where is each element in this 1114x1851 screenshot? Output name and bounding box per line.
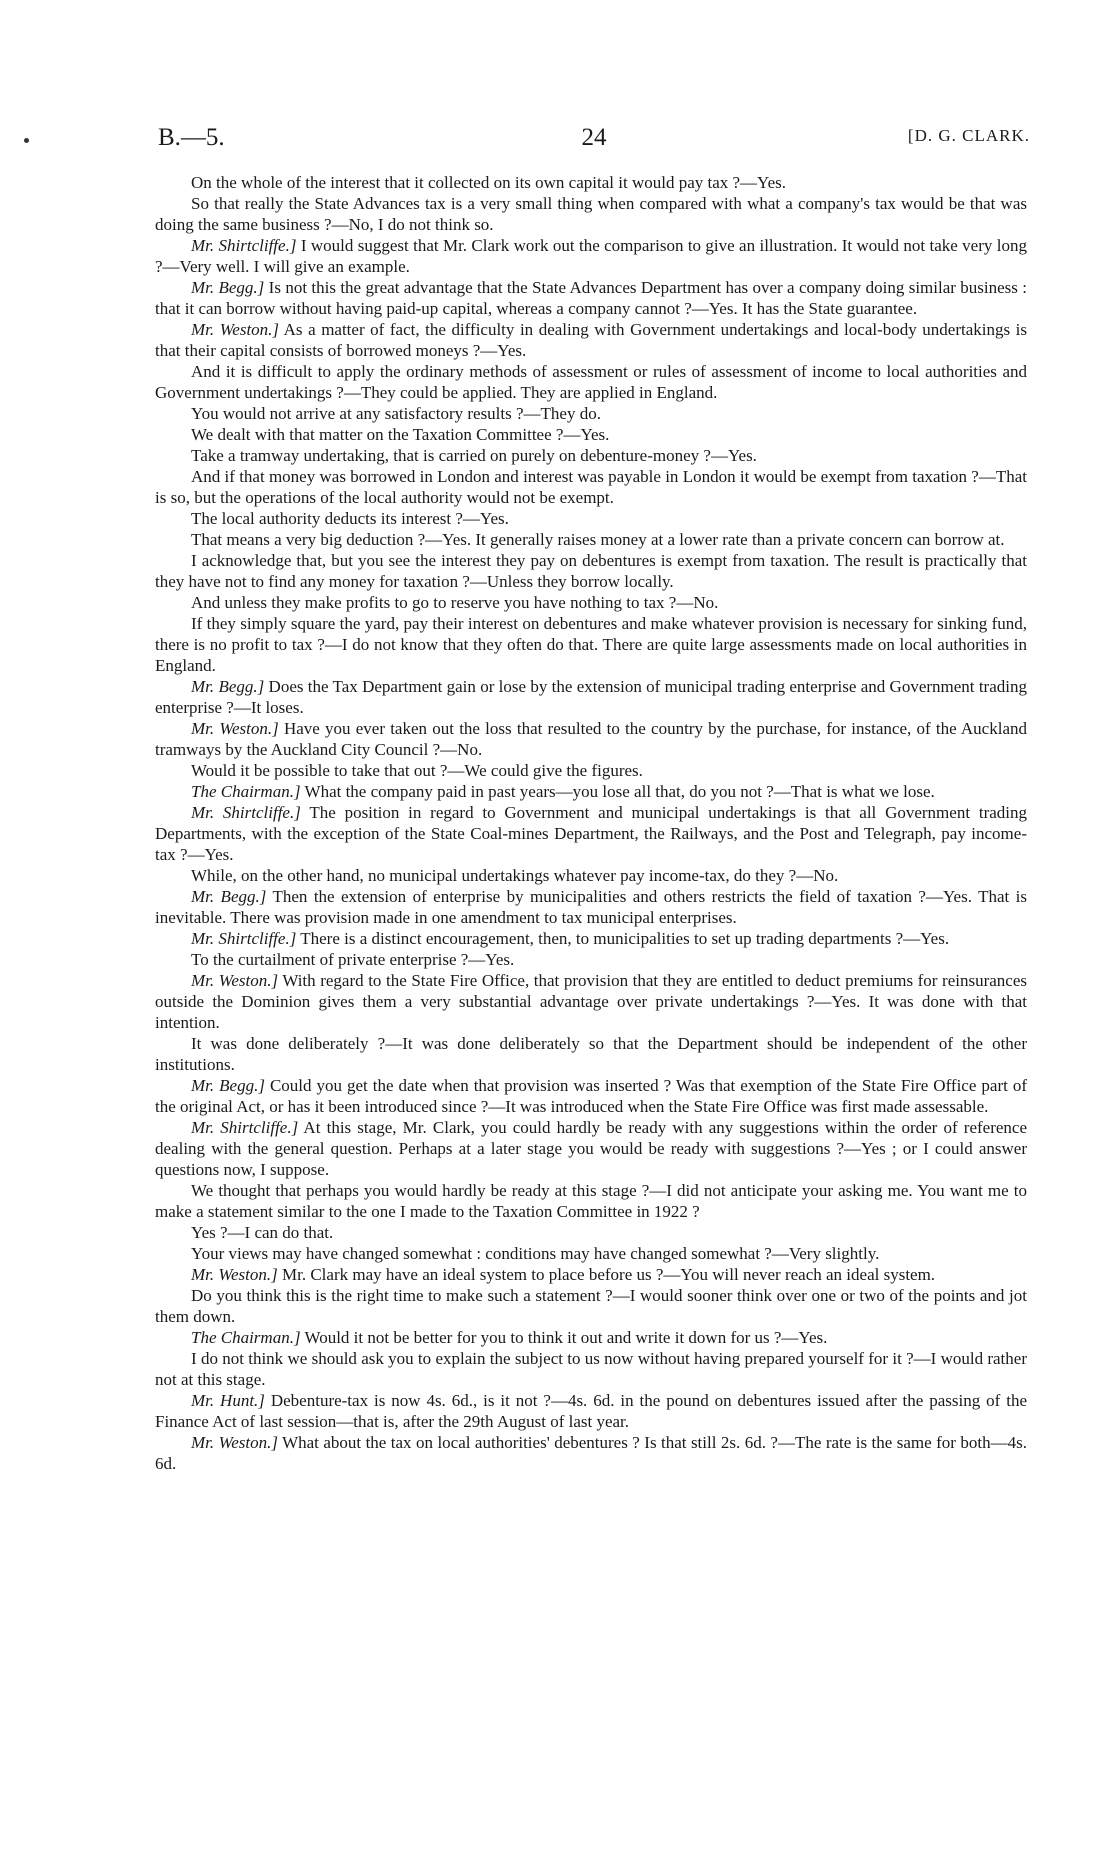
margin-mark bbox=[24, 138, 29, 143]
speaker-label: Mr. Weston.] bbox=[191, 320, 280, 339]
transcript-paragraph bbox=[155, 277, 1027, 319]
paragraph-text: Then the extension of enterprise by municipalities and others restricts the field of taxation ?—Yes. That is inevitable. There was provision made in one amendment to tax municipal enterprises. bbox=[155, 887, 1027, 927]
paragraph-text: Debenture-tax is now 4s. 6d., is it not ?—4s. 6d. in the pound on debentures issued after the passing of the Finance Act of last session—that is, after the 29th August of last year. bbox=[155, 1391, 1028, 1431]
transcript-paragraph bbox=[155, 550, 1027, 592]
paragraph-text: And unless they make profits to go to reserve you have nothing to tax ?—No. bbox=[191, 593, 719, 612]
paragraph-text: Could you get the date when that provision was inserted ? Was that exemption of the State Fire Office part of the original Act, or has it been introduced since ?—It was introduced when the State Fire Office was first made assessable. bbox=[155, 1076, 1027, 1116]
page-number: 24 bbox=[581, 124, 607, 151]
transcript-paragraph bbox=[155, 445, 1027, 466]
paragraph-text: That means a very big deduction ?—Yes. It generally raises money at a lower rate than a private concern can borrow at. bbox=[191, 530, 1005, 549]
speaker-label: Mr. Weston.] bbox=[191, 719, 279, 738]
transcript-paragraph bbox=[155, 949, 1027, 970]
speaker-label: Mr. Shirtcliffe.] bbox=[191, 929, 297, 948]
paragraph-text: While, on the other hand, no municipal undertakings whatever pay income-tax, do they ?—No. bbox=[191, 866, 839, 885]
paragraph-text: Yes ?—I can do that. bbox=[191, 1223, 334, 1242]
paragraph-text: What about the tax on local authorities' debentures ? Is that still 2s. 6d. ?—The rate is the same for both—4s. 6d. bbox=[155, 1433, 1027, 1473]
paragraph-text: I would suggest that Mr. Clark work out the comparison to give an illustration. It would not take very long ?—Very well. I will give an example. bbox=[155, 236, 1027, 276]
paragraph-text: We dealt with that matter on the Taxation Committee ?—Yes. bbox=[191, 425, 610, 444]
transcript-paragraph bbox=[155, 403, 1027, 424]
speaker-label: Mr. Weston.] bbox=[191, 1265, 278, 1284]
document-reference: B.—5. bbox=[158, 124, 225, 151]
transcript-paragraph bbox=[155, 1243, 1027, 1264]
transcript-paragraph bbox=[155, 676, 1027, 718]
transcript-paragraph bbox=[155, 193, 1027, 235]
paragraph-text: At this stage, Mr. Clark, you could hardly be ready with any suggestions within the order of reference dealing with the general question. Perhaps at a later stage you would be ready with suggestions ?—Yes ; or I could answer questions now, I suppose. bbox=[155, 1118, 1027, 1179]
speaker-label: Mr. Begg.] bbox=[191, 1076, 265, 1095]
paragraph-text: Does the Tax Department gain or lose by the extension of municipal trading enterprise and Government trading enterprise ?—It loses. bbox=[155, 677, 1027, 717]
transcript-paragraph bbox=[155, 865, 1027, 886]
paragraph-text: We thought that perhaps you would hardly be ready at this stage ?—I did not anticipate your asking me. You want me to make a statement similar to the one I made to the Taxation Committee in 1922 ? bbox=[155, 1181, 1027, 1221]
speaker-label: The Chairman.] bbox=[191, 782, 301, 801]
transcript-paragraph bbox=[155, 1285, 1027, 1327]
paragraph-text: The local authority deducts its interest ?—Yes. bbox=[191, 509, 509, 528]
paragraph-text: It was done deliberately ?—It was done deliberately so that the Department should be independent of the other institutions. bbox=[155, 1034, 1027, 1074]
paragraph-text: Take a tramway undertaking, that is carried on purely on debenture-money ?—Yes. bbox=[191, 446, 757, 465]
paragraph-text: As a matter of fact, the difficulty in dealing with Government undertakings and local-body undertakings is that their capital consists of borrowed moneys ?—Yes. bbox=[155, 320, 1027, 360]
paragraph-text: Would it not be better for you to think it out and write it down for us ?—Yes. bbox=[300, 1328, 828, 1347]
paragraph-text: On the whole of the interest that it collected on its own capital it would pay tax ?—Yes. bbox=[191, 173, 787, 192]
transcript-paragraph bbox=[155, 1117, 1027, 1180]
transcript-paragraph bbox=[155, 172, 1027, 193]
paragraph-text: I acknowledge that, but you see the interest they pay on debentures is exempt from taxation. The result is practically that they have not to find any money for taxation ?—Unless they borrow locally. bbox=[155, 551, 1027, 591]
transcript-paragraph bbox=[155, 1180, 1027, 1222]
page-header bbox=[158, 124, 1030, 164]
transcript-paragraph bbox=[155, 970, 1027, 1033]
transcript-paragraph bbox=[155, 319, 1027, 361]
transcript-paragraph bbox=[155, 613, 1027, 676]
transcript-paragraph bbox=[155, 361, 1027, 403]
speaker-label: Mr. Shirtcliffe.] bbox=[191, 803, 301, 822]
transcript-paragraph bbox=[155, 1264, 1027, 1285]
transcript-paragraph bbox=[155, 1390, 1027, 1432]
paragraph-text: Have you ever taken out the loss that resulted to the country by the purchase, for instance, of the Auckland tramways by the Auckland City Council ?—No. bbox=[155, 719, 1027, 759]
paragraph-text: And if that money was borrowed in London and interest was payable in London it would be exempt from taxation ?—That is so, but the operations of the local authority would not be exempt. bbox=[155, 467, 1027, 507]
paragraph-text: Do you think this is the right time to make such a statement ?—I would sooner think over one or two of the points and jot them down. bbox=[155, 1286, 1027, 1326]
transcript-paragraph bbox=[155, 529, 1027, 550]
speaker-label: Mr. Shirtcliffe.] bbox=[191, 1118, 299, 1137]
speaker-label: Mr. Shirtcliffe.] bbox=[191, 236, 297, 255]
paragraph-text: And it is difficult to apply the ordinary methods of assessment or rules of assessment of income to local authorities and Government undertakings ?—They could be applied. They are applied in England. bbox=[155, 362, 1027, 402]
speaker-label: Mr. Begg.] bbox=[191, 677, 265, 696]
paragraph-text: The position in regard to Government and municipal undertakings is that all Government trading Departments, with the exception of the State Coal-mines Department, the Railways, and the Post and Telegraph, pay income-tax ?—Yes. bbox=[155, 803, 1027, 864]
transcript-paragraph bbox=[155, 508, 1027, 529]
transcript-paragraph bbox=[155, 466, 1027, 508]
transcript-paragraph bbox=[155, 1222, 1027, 1243]
paragraph-text: Would it be possible to take that out ?—We could give the figures. bbox=[191, 761, 643, 780]
paragraph-text: So that really the State Advances tax is a very small thing when compared with what a company's tax would be that was doing the same business ?—No, I do not think so. bbox=[155, 194, 1027, 234]
paragraph-text: Is not this the great advantage that the State Advances Department has over a company doing similar business : that it can borrow without having paid-up capital, whereas a company cannot ?—Yes. It has the State guarantee. bbox=[155, 278, 1027, 318]
transcript-paragraph bbox=[155, 424, 1027, 445]
speaker-label: Mr. Begg.] bbox=[191, 278, 265, 297]
paragraph-text: I do not think we should ask you to explain the subject to us now without having prepared yourself for it ?—I would rather not at this stage. bbox=[155, 1349, 1027, 1389]
transcript-paragraph bbox=[155, 928, 1027, 949]
paragraph-text: To the curtailment of private enterprise ?—Yes. bbox=[191, 950, 515, 969]
paragraph-text: Mr. Clark may have an ideal system to place before us ?—You will never reach an ideal system. bbox=[277, 1265, 936, 1284]
transcript-paragraph bbox=[155, 1075, 1027, 1117]
transcript-paragraph bbox=[155, 1033, 1027, 1075]
transcript-paragraph bbox=[155, 781, 1027, 802]
transcript-paragraph bbox=[155, 1348, 1027, 1390]
speaker-label: Mr. Weston.] bbox=[191, 971, 279, 990]
transcript-paragraph bbox=[155, 886, 1027, 928]
transcript-paragraph bbox=[155, 802, 1027, 865]
transcript-paragraph bbox=[155, 1432, 1027, 1474]
transcript-paragraph bbox=[155, 592, 1027, 613]
witness-name: [D. G. CLARK. bbox=[907, 126, 1030, 145]
transcript-paragraph bbox=[155, 718, 1027, 760]
speaker-label: Mr. Hunt.] bbox=[191, 1391, 265, 1410]
paragraph-text: Your views may have changed somewhat : conditions may have changed somewhat ?—Very slightly. bbox=[191, 1244, 880, 1263]
paragraph-text: If they simply square the yard, pay their interest on debentures and make whatever provision is necessary for sinking fund, there is no profit to tax ?—I do not know that they often do that. There are quite large assessments made on local authorities in England. bbox=[155, 614, 1027, 675]
transcript-body bbox=[155, 172, 1027, 1474]
transcript-paragraph bbox=[155, 1327, 1027, 1348]
paragraph-text: There is a distinct encouragement, then, to municipalities to set up trading departments ?—Yes. bbox=[296, 929, 950, 948]
speaker-label: Mr. Begg.] bbox=[191, 887, 267, 906]
transcript-paragraph bbox=[155, 760, 1027, 781]
paragraph-text: With regard to the State Fire Office, that provision that they are entitled to deduct premiums for reinsurances outside the Dominion gives them a very substantial advantage over private undertakings ?—Yes. It was done with that intention. bbox=[155, 971, 1027, 1032]
speaker-label: Mr. Weston.] bbox=[191, 1433, 278, 1452]
transcript-paragraph bbox=[155, 235, 1027, 277]
paragraph-text: What the company paid in past years—you lose all that, do you not ?—That is what we lose. bbox=[300, 782, 935, 801]
speaker-label: The Chairman.] bbox=[191, 1328, 301, 1347]
paragraph-text: You would not arrive at any satisfactory results ?—They do. bbox=[191, 404, 601, 423]
